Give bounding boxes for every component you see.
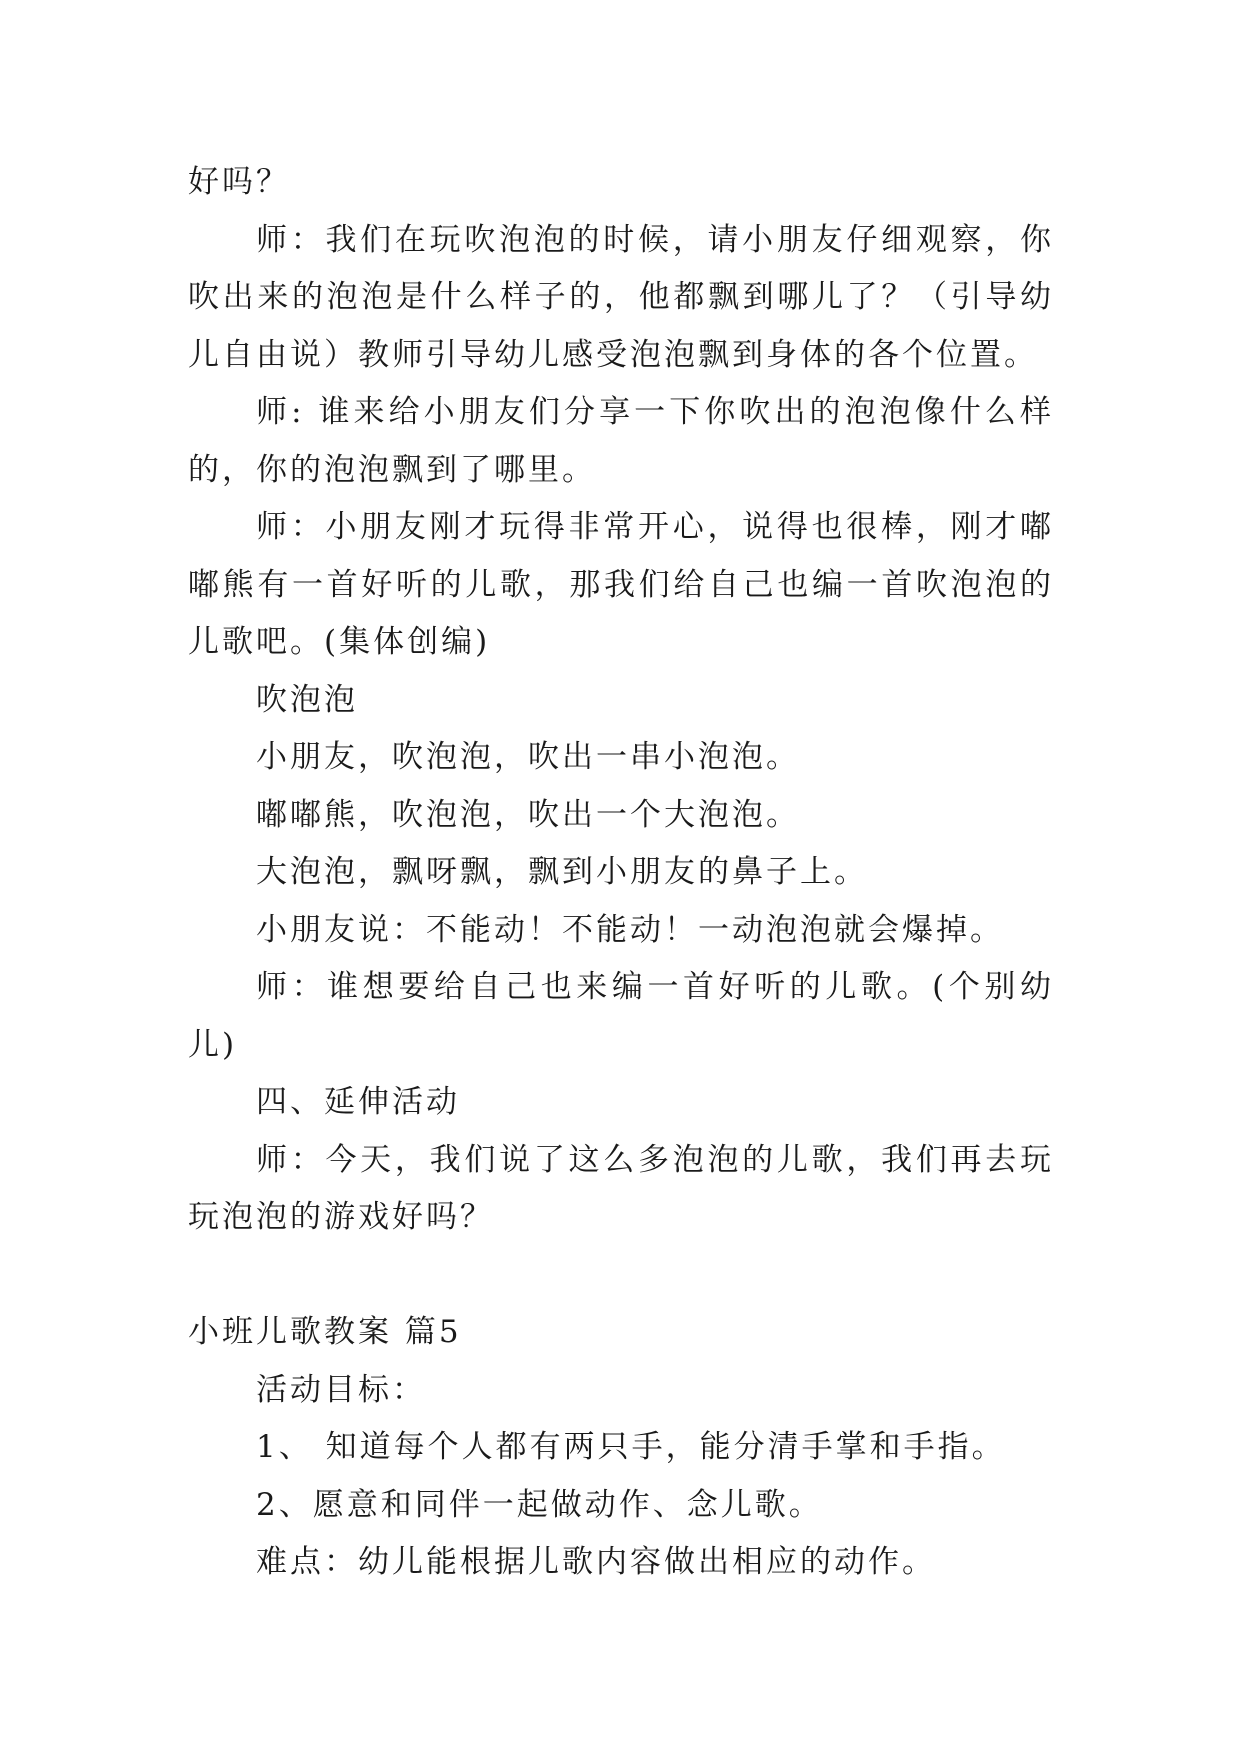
paragraph: 师：小朋友刚才玩得非常开心，说得也很棒，刚才嘟嘟熊有一首好听的儿歌，那我们给自己也编一首吹泡泡的儿歌吧。(集体创编) <box>188 509 1054 660</box>
section-gap <box>188 1247 1054 1305</box>
section-title: 小班儿歌教案 篇5 <box>188 1314 462 1350</box>
poem-line: 嘟嘟熊，吹泡泡，吹出一个大泡泡。 <box>256 796 800 833</box>
paragraph: 师：谁想要给自己也来编一首好听的儿歌。(个别幼儿) <box>188 969 1054 1063</box>
paragraph: 师: 谁来给小朋友们分享一下你吹出的泡泡像什么样的，你的泡泡飘到了哪里。 <box>188 394 1054 488</box>
list-item: 2、愿意和同伴一起做动作、念儿歌。 <box>256 1486 823 1523</box>
paragraph: 师：今天，我们说了这么多泡泡的儿歌，我们再去玩玩泡泡的游戏好吗？ <box>188 1141 1054 1235</box>
list-item: 1、 知道每个人都有两只手，能分清手掌和手指。 <box>256 1429 1006 1465</box>
paragraph: 活动目标： <box>256 1371 426 1408</box>
paragraph: 难点：幼儿能根据儿歌内容做出相应的动作。 <box>256 1544 936 1580</box>
paragraph: 师：我们在玩吹泡泡的时候，请小朋友仔细观察，你吹出来的泡泡是什么样子的，他都飘到哪儿了？（引导幼儿自由说）教师引导幼儿感受泡泡飘到身体的各个位置。 <box>188 221 1054 373</box>
section-heading: 四、延伸活动 <box>256 1084 460 1120</box>
poem-line: 小朋友说：不能动！不能动！一动泡泡就会爆掉。 <box>256 911 1004 948</box>
poem-line: 大泡泡，飘呀飘，飘到小朋友的鼻子上。 <box>256 854 868 890</box>
poem-line: 小朋友，吹泡泡，吹出一串小泡泡。 <box>256 739 800 775</box>
paragraph: 好吗？ <box>188 164 290 200</box>
document-body <box>188 154 1054 1592</box>
poem-title: 吹泡泡 <box>256 681 358 718</box>
